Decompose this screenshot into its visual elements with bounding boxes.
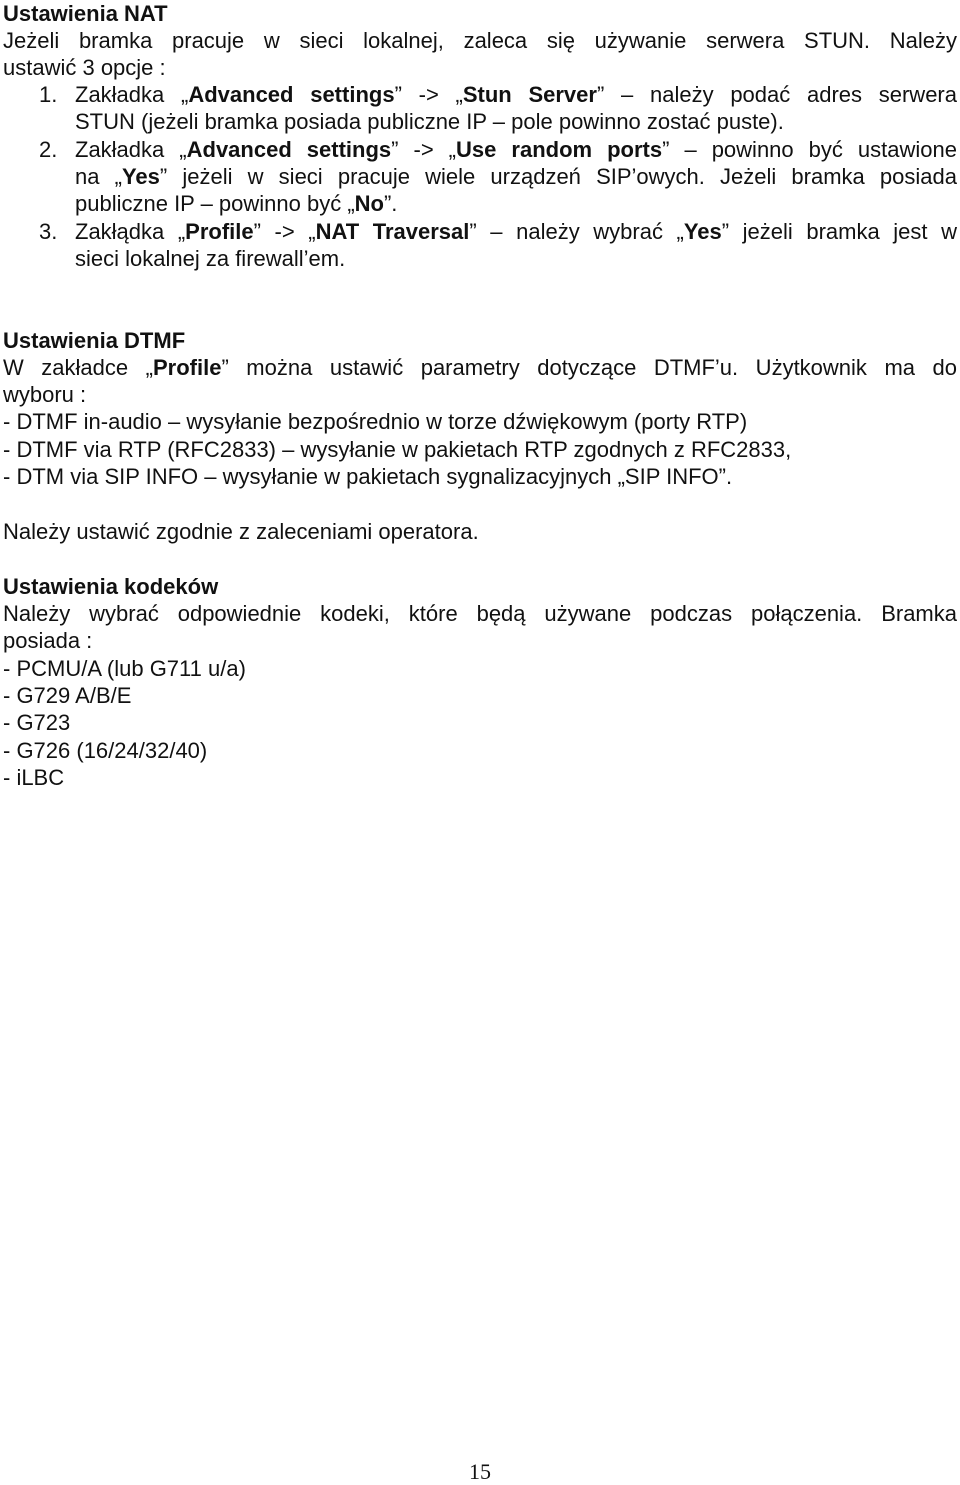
- nat-item-2-line-3: publiczne IP – powinno być „No”.: [75, 191, 398, 216]
- nat-item-2-number: 2.: [39, 137, 58, 162]
- codec-list-item: - G723: [3, 710, 71, 735]
- nat-intro-line-1: Jeżeli bramka pracuje w sieci lokalnej, zaleca się używanie serwera STUN. Należy: [3, 28, 957, 53]
- dtmf-option: - DTMF via RTP (RFC2833) – wysyłanie w pakietach RTP zgodnych z RFC2833,: [3, 437, 792, 462]
- codecs-line-2: posiada :: [3, 628, 93, 653]
- codec-list-item: - G729 A/B/E: [3, 683, 132, 708]
- page-number: 15: [469, 1459, 491, 1484]
- dtmf-line-2: wyboru :: [3, 382, 87, 407]
- nat-item-3-line-2: sieci lokalnej za firewall’em.: [75, 246, 346, 271]
- dtmf-note: Należy ustawić zgodnie z zaleceniami operatora.: [3, 519, 479, 544]
- nat-item-2-line-2: na „Yes” jeżeli w sieci pracuje wiele urządzeń SIP’owych. Jeżeli bramka posiada: [75, 164, 957, 189]
- dtmf-line-1: W zakładce „Profile” można ustawić parametry dotyczące DTMF’u. Użytkownik ma do: [3, 355, 957, 380]
- codec-list-item: - G726 (16/24/32/40): [3, 738, 208, 763]
- nat-item-1-number: 1.: [39, 82, 58, 107]
- codecs-heading: Ustawienia kodeków: [3, 574, 219, 599]
- nat-item-1-line-1: Zakładka „Advanced settings” -> „Stun Server” – należy podać adres serwera: [75, 82, 957, 107]
- nat-item-3-line-1: Zakłądka „Profile” -> „NAT Traversal” – należy wybrać „Yes” jeżeli bramka jest w: [75, 219, 957, 244]
- codec-list-item: - iLBC: [3, 765, 65, 790]
- nat-heading: Ustawienia NAT: [3, 1, 168, 26]
- codec-list-item: - PCMU/A (lub G711 u/a): [3, 656, 246, 681]
- nat-intro-line-2: ustawić 3 opcje :: [3, 55, 166, 80]
- dtmf-option: - DTMF in-audio – wysyłanie bezpośrednio w torze dźwiękowym (porty RTP): [3, 409, 748, 434]
- nat-item-1-line-2: STUN (jeżeli bramka posiada publiczne IP – pole powinno zostać puste).: [75, 109, 784, 134]
- nat-item-3-number: 3.: [39, 219, 58, 244]
- nat-item-2-line-1: Zakładka „Advanced settings” -> „Use random ports” – powinno być ustawione: [75, 137, 957, 162]
- codecs-line-1: Należy wybrać odpowiednie kodeki, które będą używane podczas połączenia. Bramka: [3, 601, 957, 626]
- dtmf-heading: Ustawienia DTMF: [3, 328, 186, 353]
- dtmf-option: - DTM via SIP INFO – wysyłanie w pakietach sygnalizacyjnych „SIP INFO”.: [3, 464, 733, 489]
